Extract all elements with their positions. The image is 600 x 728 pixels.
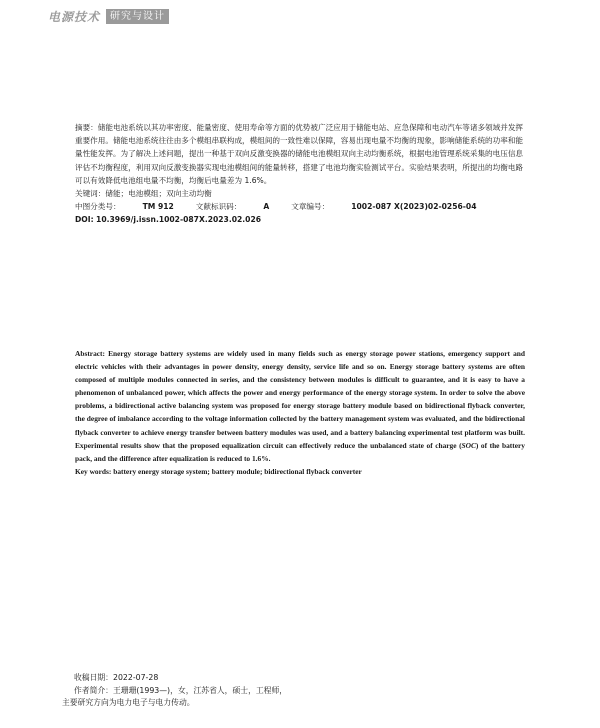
author-bio: 作者简介：王珊珊(1993—)，女，江苏省人，硕士，工程师， — [74, 685, 288, 695]
running-header — [48, 8, 169, 24]
zh-abstract-text: 储能电池系统以其功率密度、能量密度、使用寿命等方面的优势被广泛应用于储能电站、应急保障和电动汽车等诸多领域并发挥重要作用。储能电池系统往往由多个模组串联构成，模组间的一致性难以保障，容易出现电量不均衡的现象，影响储能系统的功率和能量性能发挥。为了解决上述问题，提出一种基于双向反激变换器的储能电池模组双向主动均衡系统，根据电池管理系统采集的电压信息评估不均衡程度，利用双向反激变换器实现电池模组间的能量转移，搭建了电池均衡实验测试平台。实验结果表明，所提出的均衡电路可以有效降低电池组电量不均衡，均衡后电量差为 1.6%。 — [75, 123, 524, 185]
zh-keywords-label: 关键词： — [75, 189, 106, 199]
class-number: 中图分类号： TM 912 — [75, 202, 174, 212]
en-abstract-text-1: Energy storage battery systems are widely used in many fields such as energy storage power stations, emergency support and electric vehicles with their advantages in power density, energy density, service life and so on. Energy storage battery systems are often composed of multiple modules connected in series, and the consistency between modules is difficult to guarantee, and it is easy to have a phenomenon of unbalanced power, which affects the power and energy performance of the energy storage system. In order to solve the above problems, a bidirectional active balancing system was proposed for energy storage battery module based on bidirectional flyback converter, the degree of imbalance according to the voltage information collected by the battery management system was evaluated, and the bidirectional flyback converter to achieve energy transfer between battery modules was used, and a battery balancing experimental test platform was built. Experimental results show that the proposed equalization circuit can effectively reduce the unbalanced state of charge ( — [75, 349, 525, 450]
zh-abstract-paragraph — [75, 121, 525, 187]
footnote — [62, 672, 287, 710]
research-direction: 主要研究方向为电力电子与电力传动。 — [62, 698, 195, 707]
received-date: 收稿日期：2022-07-28 — [74, 673, 159, 682]
doi-value: 10.3969/j.issn.1002-087X.2023.02.026 — [96, 215, 262, 225]
en-keywords-line — [75, 465, 525, 478]
en-keywords-label: Key words: — [75, 466, 112, 476]
chinese-abstract-block — [75, 121, 525, 227]
journal-name: 电源技术 — [48, 9, 101, 24]
zh-abstract-label: 摘要： — [75, 123, 98, 132]
en-abstract-text-2: ) of the battery pack, and the difference after equalization is reduced to 1.6%. — [75, 440, 525, 463]
section-badge: 研究与设计 — [106, 9, 169, 24]
doi-label: DOI: — [75, 215, 94, 225]
soc-term: SOC — [461, 440, 476, 450]
doi-line — [75, 213, 525, 226]
zh-keywords: 储能；电池模组；双向主动均衡 — [105, 189, 212, 199]
en-keywords: battery energy storage system; battery module; bidirectional flyback converter — [113, 466, 362, 476]
en-abstract-paragraph — [75, 347, 525, 465]
english-abstract-block — [75, 347, 525, 478]
document-code: 文献标识码： A — [195, 202, 270, 212]
zh-keywords-line — [75, 187, 525, 200]
article-number: 文章编号： 1002-087 X(2023)02-0256-04 — [291, 202, 477, 212]
classification-line — [75, 200, 525, 213]
en-abstract-label: Abstract: — [75, 349, 105, 358]
